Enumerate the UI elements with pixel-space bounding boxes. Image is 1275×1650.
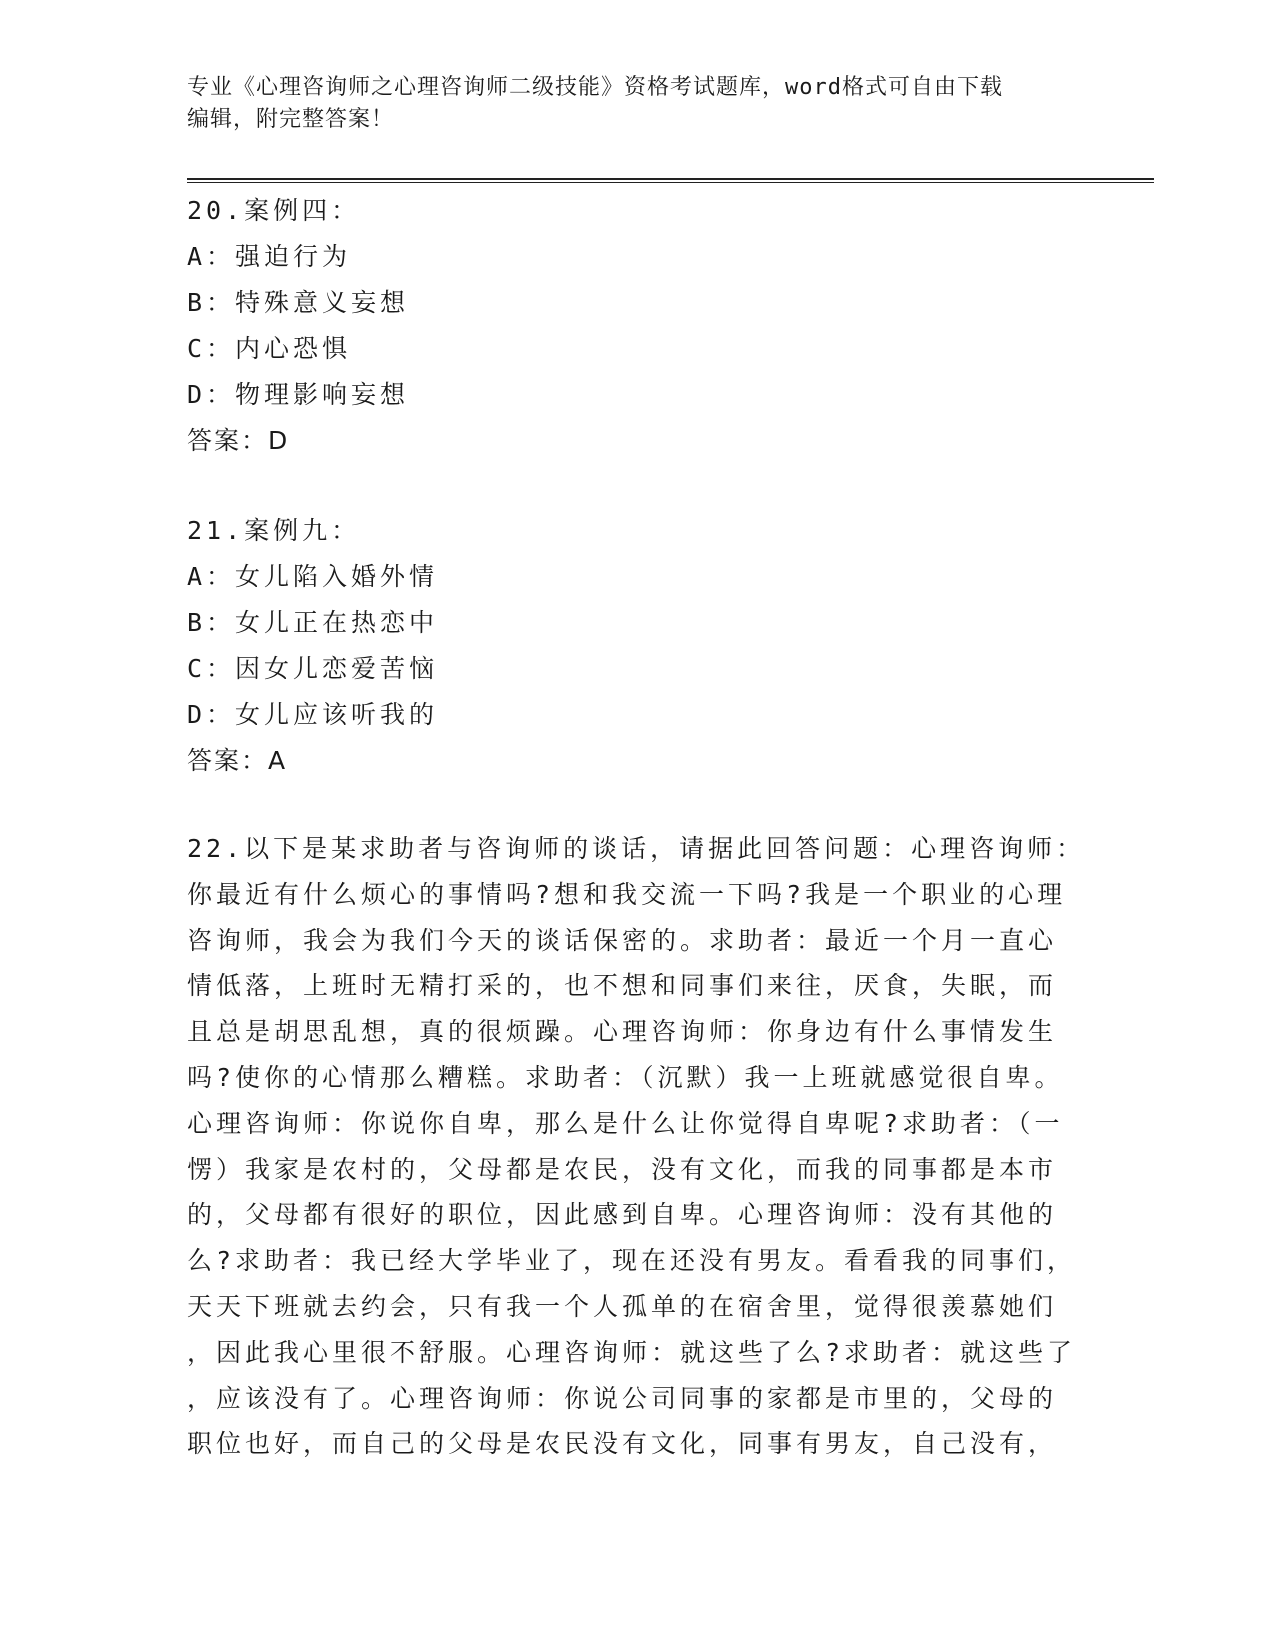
paragraph-line: 吗?使你的心情那么糟糕。求助者：（沉默）我一上班就感觉很自卑。 <box>187 1062 1064 1092</box>
paragraph-line: 愣）我家是农村的，父母都是农民，没有文化，而我的同事都是本市 <box>187 1154 1058 1184</box>
option-a: A：女儿陷入婚外情 <box>187 562 439 591</box>
option-c: C：内心恐惧 <box>187 334 352 363</box>
paragraph-line: 22.以下是某求助者与咨询师的谈话，请据此回答问题：心理咨询师： <box>187 834 1086 863</box>
question-stem: 20.案例四： <box>187 196 361 225</box>
paragraph-line: 心理咨询师：你说你自卑，那么是什么让你觉得自卑呢?求助者：（一 <box>187 1108 1064 1138</box>
paragraph-line: 且总是胡思乱想，真的很烦躁。心理咨询师：你身边有什么事情发生 <box>187 1017 1058 1047</box>
option-d: D：女儿应该听我的 <box>187 700 439 729</box>
paragraph-line: 职位也好，而自己的父母是农民没有文化，同事有男友，自己没有， <box>187 1429 1058 1459</box>
paragraph-line: 情低落，上班时无精打采的，也不想和同事们来往，厌食，失眠，而 <box>187 971 1058 1001</box>
option-b: B：女儿正在热恋中 <box>187 608 439 637</box>
paragraph-line: 咨询师，我会为我们今天的谈话保密的。求助者：最近一个月一直心 <box>187 925 1058 955</box>
paragraph-line: 么?求助者：我已经大学毕业了，现在还没有男友。看看我的同事们， <box>187 1246 1077 1276</box>
header-line-2: 编辑，附完整答案！ <box>187 107 395 132</box>
option-d: D：物理影响妄想 <box>187 380 410 409</box>
paragraph-line: 你最近有什么烦心的事情吗?想和我交流一下吗?我是一个职业的心理 <box>187 879 1067 909</box>
document-header <box>187 72 1067 136</box>
paragraph-line: 的，父母都有很好的职位，因此感到自卑。心理咨询师：没有其他的 <box>187 1200 1058 1230</box>
header-line-1: 专业《心理咨询师之心理咨询师二级技能》资格考试题库，word格式可自由下载 <box>187 75 1003 100</box>
paragraph-line: 天天下班就去约会，只有我一个人孤单的在宿舍里，觉得很羡慕她们 <box>187 1291 1058 1321</box>
option-c: C：因女儿恋爱苦恼 <box>187 654 439 683</box>
option-b: B：特殊意义妄想 <box>187 288 410 317</box>
paragraph-line: ，应该没有了。心理咨询师：你说公司同事的家都是市里的，父母的 <box>187 1383 1058 1413</box>
question-20 <box>187 188 409 464</box>
answer-line: 答案：D <box>187 426 290 455</box>
question-stem: 21.案例九： <box>187 516 361 545</box>
paragraph-line: ，因此我心里很不舒服。心理咨询师：就这些了么?求助者：就这些了 <box>187 1337 1077 1367</box>
question-22 <box>187 826 1086 1467</box>
question-21 <box>187 508 438 784</box>
header-divider-thin <box>187 182 1154 183</box>
option-a: A：强迫行为 <box>187 242 352 271</box>
answer-line: 答案：A <box>187 746 288 775</box>
header-divider-thick <box>187 178 1154 180</box>
